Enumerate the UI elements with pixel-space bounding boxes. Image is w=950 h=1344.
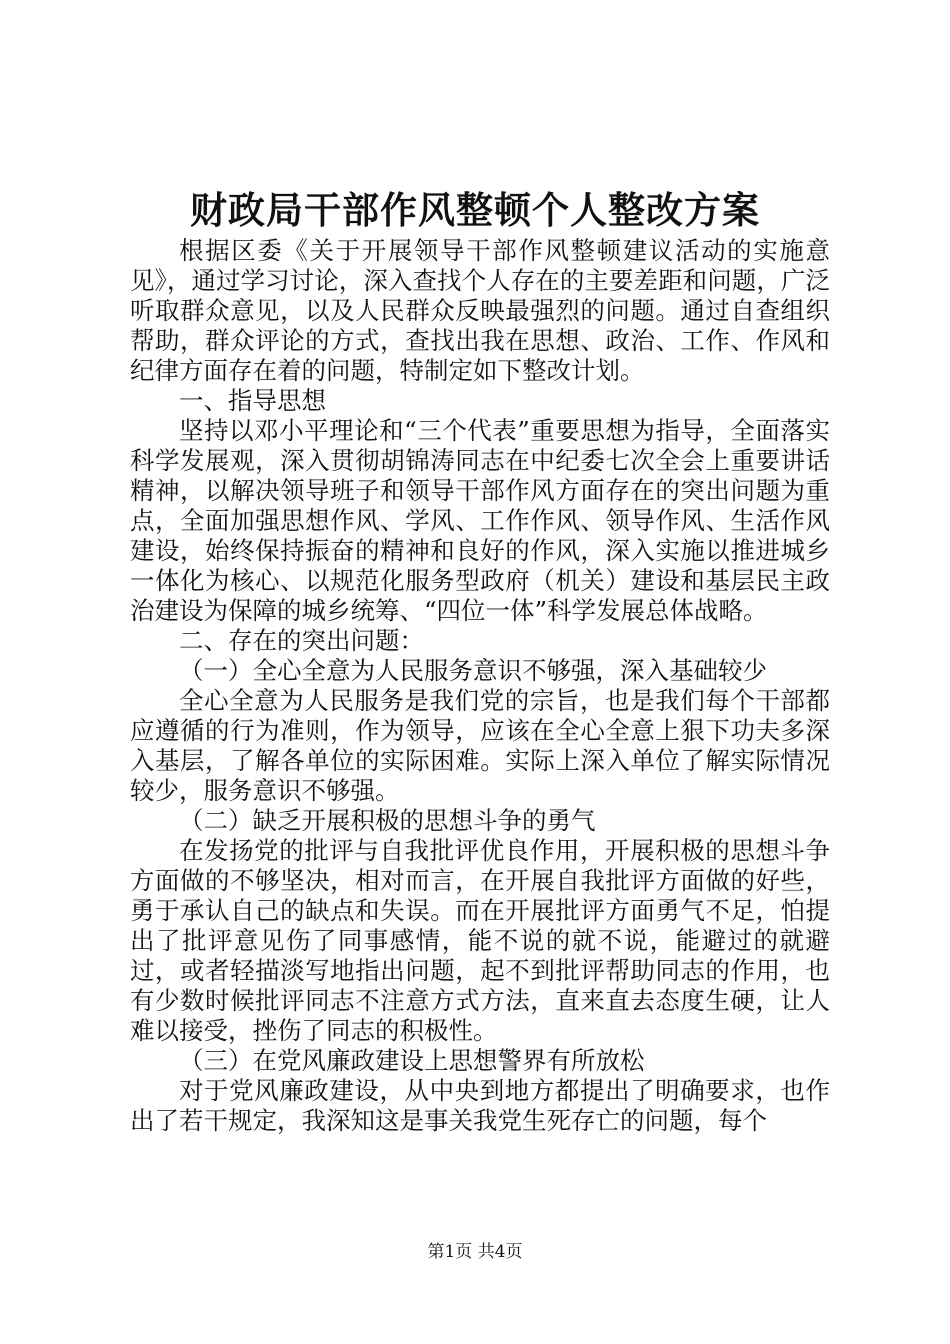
- subheading-problem-3: （三）在党风廉政建设上思想警界有所放松: [179, 1046, 645, 1075]
- subheading-problem-1: （一）全心全意为人民服务意识不够强，深入基础较少: [179, 656, 767, 685]
- section-heading-guiding-ideology: 一、指导思想: [179, 386, 326, 415]
- problem-2-paragraph: 在发扬党的批评与自我批评优良作用，开展积极的思想斗争方面做的不够坚决，相对而言，在开展自我批评方面做的好些，勇于承认自己的缺点和失误。而在开展批评方面勇气不足，怕提出了批评意见伤了同事感情，能不说的就不说，能避过的就避过，或者轻描淡写地指出问题，起不到批评帮助同志的作用，也有少数时候批评同志不注意方式方法，直来直去态度生硬，让人难以接受，挫伤了同志的积极性。: [130, 836, 830, 1045]
- intro-paragraph: 根据区委《关于开展领导干部作风整顿建议活动的实施意见》，通过学习讨论，深入查找个人存在的主要差距和问题，广泛听取群众意见，以及人民群众反映最强烈的问题。通过自查组织帮助，群众评论的方式，查找出我在思想、政治、工作、作风和纪律方面存在着的问题，特制定如下整改计划。: [130, 236, 830, 385]
- problem-1-paragraph: 全心全意为人民服务是我们党的宗旨，也是我们每个干部都应遵循的行为准则，作为领导，应该在全心全意上狠下功夫多深入基层，了解各单位的实际困难。实际上深入单位了解实际情况较少，服务意识不够强。: [130, 686, 830, 805]
- document-body: [130, 236, 830, 1136]
- guiding-ideology-paragraph: 坚持以邓小平理论和“三个代表”重要思想为指导，全面落实科学发展观，深入贯彻胡锦涛同志在中纪委七次全会上重要讲话精神，以解决领导班子和领导干部作风方面存在的突出问题为重点，全面加强思想作风、学风、工作作风、领导作风、生活作风建设，始终保持振奋的精神和良好的作风，深入实施以推进城乡一体化为核心、以规范化服务型政府（机关）建设和基层民主政治建设为保障的城乡统筹、“四位一体”科学发展总体战略。: [130, 416, 830, 625]
- subheading-problem-2: （二）缺乏开展积极的思想斗争的勇气: [179, 806, 596, 835]
- document-title: 财政局干部作风整顿个人整改方案: [190, 188, 760, 232]
- page-number-footer: 第1页 共4页: [427, 1242, 523, 1262]
- section-heading-problems: 二、存在的突出问题：: [179, 626, 424, 655]
- problem-3-paragraph: 对于党风廉政建设，从中央到地方都提出了明确要求，也作出了若干规定，我深知这是事关我党生死存亡的问题，每个: [130, 1076, 830, 1135]
